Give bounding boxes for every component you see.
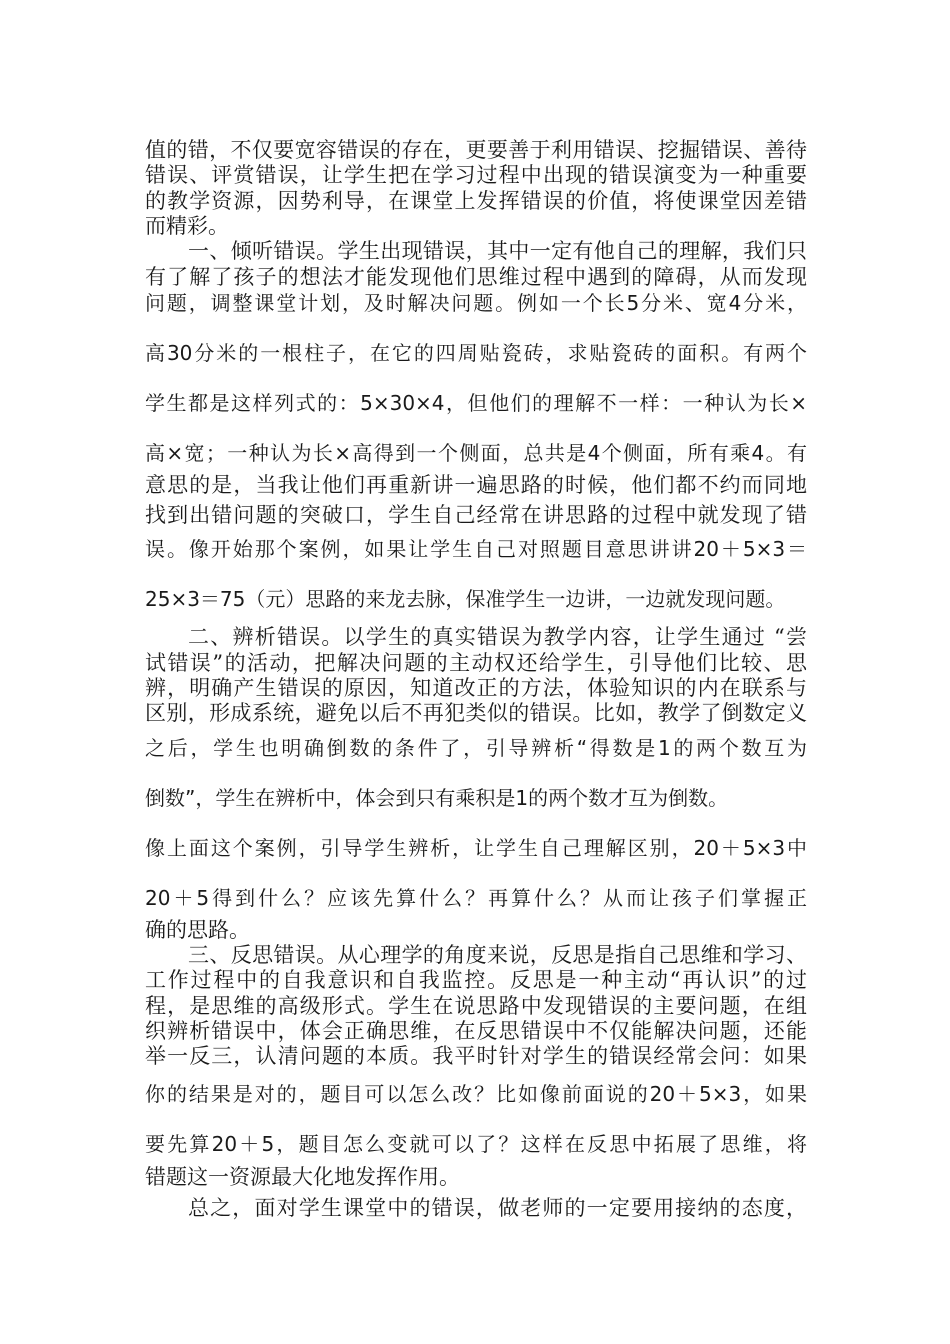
text-line: 找到出错问题的突破口，学生自己经常在讲思路的过程中就发现了错 — [145, 503, 807, 527]
text-line: 工作过程中的自我意识和自我监控。反思是一种主动“再认识”的过 — [145, 968, 807, 992]
text-line: 值的错，不仅要宽容错误的存在，更要善于利用错误、挖掘错误、善待 — [145, 138, 807, 162]
text-line: 织辨析错误中，体会正确思维，在反思错误中不仅能解决问题，还能 — [145, 1019, 807, 1043]
text-line: 倒数”，学生在辨析中，体会到只有乘积是1的两个数才互为倒数。 — [145, 786, 729, 810]
paragraph-heading-listen: 一、倾听错误。学生出现错误，其中一定有他自己的理解，我们只 — [188, 239, 807, 263]
text-line: 的教学资源，因势利导，在课堂上发挥错误的价值，将使课堂因差错 — [145, 189, 807, 213]
text-line: 要先算20＋5，题目怎么变就可以了？这样在反思中拓展了思维，将 — [145, 1132, 807, 1156]
text-line: 问题，调整课堂计划，及时解决问题。例如一个长5分米、宽4分米， — [145, 291, 807, 315]
text-line: 高×宽；一种认为长×高得到一个侧面，总共是4个侧面，所有乘4。有 — [145, 441, 807, 465]
text-line: 错题这一资源最大化地发挥作用。 — [145, 1165, 460, 1189]
text-line: 像上面这个案例，引导学生辨析，让学生自己理解区别，20＋5×3中 — [145, 836, 807, 860]
text-line: 25×3＝75（元）思路的来龙去脉，保准学生一边讲，一边就发现问题。 — [145, 587, 786, 611]
paragraph-heading-summary: 总之，面对学生课堂中的错误，做老师的一定要用接纳的态度， — [188, 1196, 807, 1220]
text-line: 确的思路。 — [145, 918, 250, 942]
text-line: 20＋5得到什么？应该先算什么？再算什么？从而让孩子们掌握正 — [145, 886, 807, 910]
text-line: 学生都是这样列式的：5×30×4，但他们的理解不一样：一种认为长× — [145, 391, 807, 415]
paragraph-heading-reflect: 三、反思错误。从心理学的角度来说，反思是指自己思维和学习、 — [188, 943, 807, 967]
text-line: 你的结果是对的，题目可以怎么改？比如像前面说的20＋5×3，如果 — [145, 1082, 807, 1106]
text-line: 而精彩。 — [145, 214, 229, 238]
text-line: 有了解了孩子的想法才能发现他们思维过程中遇到的障碍，从而发现 — [145, 265, 807, 289]
text-line: 举一反三，认清问题的本质。我平时针对学生的错误经常会问：如果 — [145, 1044, 807, 1068]
text-line: 程，是思维的高级形式。学生在说思路中发现错误的主要问题，在组 — [145, 994, 807, 1018]
text-line: 之后，学生也明确倒数的条件了，引导辨析“得数是1的两个数互为 — [145, 736, 807, 760]
text-line: 辨，明确产生错误的原因，知道改正的方法，体验知识的内在联系与 — [145, 676, 807, 700]
text-line: 错误、评赏错误，让学生把在学习过程中出现的错误演变为一种重要 — [145, 163, 807, 187]
text-line: 区别，形成系统，避免以后不再犯类似的错误。比如，教学了倒数定义 — [145, 701, 807, 725]
text-line: 误。像开始那个案例，如果让学生自己对照题目意思讲讲20＋5×3＝ — [145, 537, 807, 561]
text-line: 意思的是，当我让他们再重新讲一遍思路的时候，他们都不约而同地 — [145, 473, 807, 497]
text-line: 试错误”的活动，把解决问题的主动权还给学生，引导他们比较、思 — [145, 651, 807, 675]
text-line: 高30分米的一根柱子，在它的四周贴瓷砖，求贴瓷砖的面积。有两个 — [145, 341, 807, 365]
paragraph-heading-analyze: 二、辨析错误。以学生的真实错误为教学内容，让学生通过 “尝 — [188, 625, 807, 649]
